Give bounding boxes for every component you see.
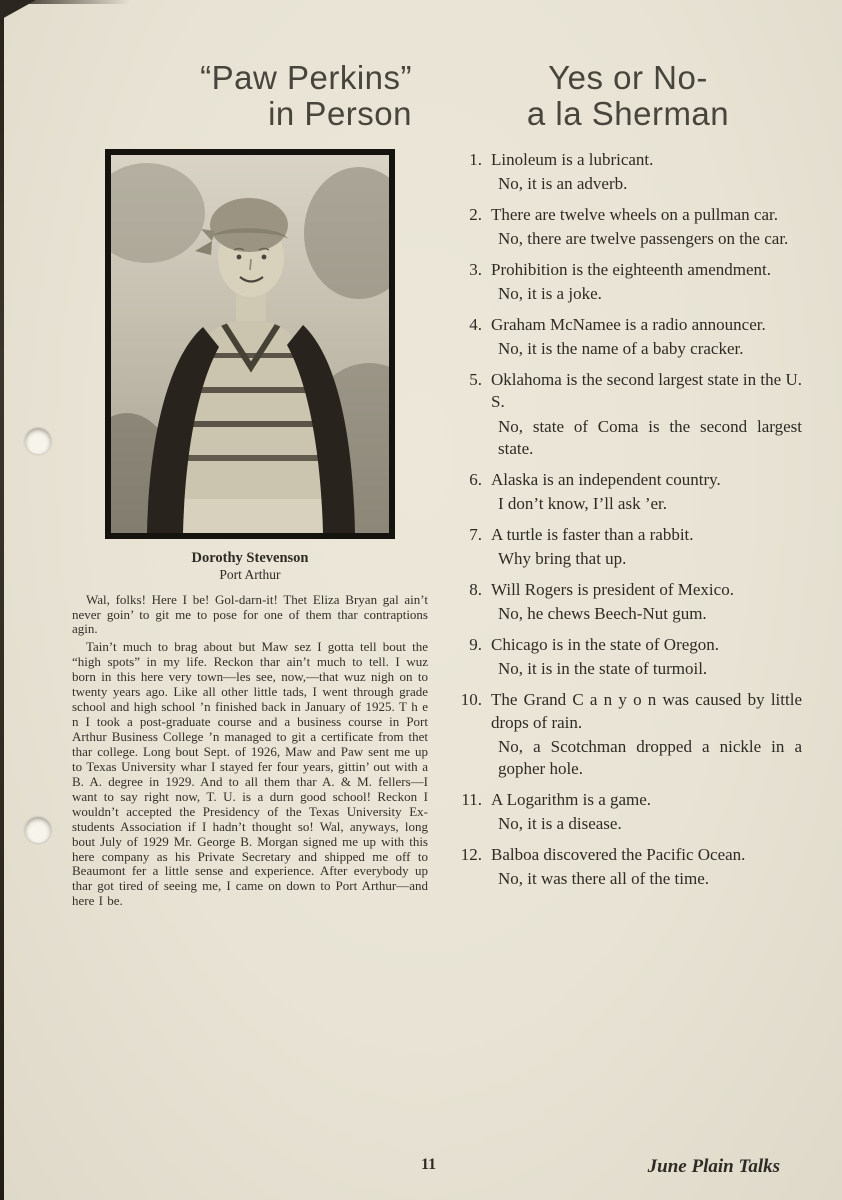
qa-item [452,634,802,680]
answer-text: No, it is a disease. [498,813,622,833]
statement-text: Chicago is in the state of Oregon. [491,635,720,655]
caption-city: Port Arthur [219,566,281,582]
qa-body [491,469,802,515]
qa-body [491,689,802,779]
journal-name: June Plain Talks [647,1156,780,1177]
statement-text: There are twelve wheels on a pullman car. [491,204,778,224]
answer-text: No, there are twelve passengers on the car. [498,228,789,248]
statement-text: Oklahoma is the second largest state in the U. S. [491,370,802,412]
item-number: 1. [469,149,482,169]
article-title-line1: “Paw Perkins” [200,59,412,96]
qa-item [452,844,802,890]
qa-body [491,149,802,195]
answer-text: No, it is an adverb. [498,173,628,193]
qa-body [491,259,802,305]
article-title-right [452,60,804,133]
left-column [72,56,428,912]
article-title-line1: Yes or No- [548,59,708,96]
statement-text: The Grand C a n y o n was caused by little drops of rain. [491,690,802,732]
statement-text: Linoleum is a lubricant. [491,149,654,169]
qa-body [491,579,802,625]
article-body [72,593,428,910]
portrait-photo [105,149,395,539]
statement-text: A turtle is faster than a rabbit. [491,524,694,544]
item-number: 3. [469,259,482,279]
item-number: 8. [469,580,482,600]
item-number: 11. [461,789,482,809]
answer-text: No, it is in the state of turmoil. [498,659,708,679]
qa-body [491,204,802,250]
qa-item [452,524,802,570]
qa-item [452,469,802,515]
qa-body [491,524,802,570]
answer-text: No, it is a joke. [498,284,602,304]
statement-text: Alaska is an independent country. [491,469,721,489]
qa-body [491,634,802,680]
item-number: 12. [460,845,482,865]
item-number: 7. [469,524,482,544]
caption-name: Dorothy Stevenson [191,549,309,566]
punch-hole-bottom [25,817,51,843]
answer-text: No, it is the name of a baby cracker. [498,339,744,359]
qa-body [491,369,802,459]
statement-text: Prohibition is the eighteenth amendment. [491,259,771,279]
item-number: 2. [469,204,482,224]
qa-body [491,314,802,360]
answer-text: I don’t know, I’ll ask ’er. [498,493,668,513]
answer-text: No, state of Coma is the second largest state. [498,416,802,458]
article-paragraph: Tain’t much to brag about but Maw sez I gotta tell bout the “high spots” in my life. Reckon thar ain’t much to tell. I wuz born in this here very town—les see, now,—that wuz nigh on to twenty years ago. Like all other little tads, I went through grade school and high school ’n finished back in January of 1925. T h e n I took a post-graduate course and a business course in Port Arthur Business College ’n managed to git a certificate from thet thar college. Long bout Sept. of 1926, Maw and Paw sent me up to Texas University whar I stayed fer four years, gittin’ out with a B. A. degree in 1929. And to all them thar A. & M. fellers—I want to say right now, T. U. is a durn good school! Reckon I wouldn’t accepted the Presidency of the Texas University Ex-students Association if I hadn’t thought so! Wal, anyways, long bout July of 1929 Mr. George B. Morgan signed me up with this here company as his Private Secretary and shipped me off to Beaumont fer a little sense and experience. After everybody up thar got tired of seeing me, I came on down to Port Arthur—and here I be. [72,639,428,909]
qa-item [452,259,802,305]
statement-text: Balboa discovered the Pacific Ocean. [491,845,746,865]
qa-item [452,149,802,195]
item-number: 5. [469,370,482,390]
answer-text: Why bring that up. [498,549,627,568]
item-number: 10. [460,690,482,710]
portrait-photo-illustration [111,155,389,533]
qa-item [452,314,802,360]
answer-text: No, it was there all of the time. [498,869,710,889]
qa-item [452,369,802,459]
qa-item [452,789,802,835]
item-number: 6. [469,469,482,489]
two-column-layout [72,56,804,912]
qa-list [452,149,804,891]
photo-caption [72,549,428,584]
article-title-left [72,60,428,133]
item-number: 9. [469,635,482,655]
statement-text: Graham McNamee is a radio announcer. [491,315,766,335]
qa-item [452,204,802,250]
item-number: 4. [469,315,482,335]
page-number: 11 [421,1156,437,1173]
punch-hole-top [25,428,51,454]
scan-edge-left [0,0,4,1200]
right-column [452,56,804,912]
statement-text: A Logarithm is a game. [491,789,652,809]
statement-text: Will Rogers is president of Mexico. [491,580,734,600]
qa-body [491,789,802,835]
answer-text: No, a Scotchman dropped a nickle in a gopher hole. [498,736,802,778]
article-title-line2: a la Sherman [526,95,730,133]
answer-text: No, he chews Beech-Nut gum. [498,604,707,624]
article-title-line2: in Person [268,95,412,133]
qa-item [452,579,802,625]
article-paragraph: Wal, folks! Here I be! Gol-darn-it! Thet Eliza Bryan gal ain’t never goin’ to git me to pose for one of them thar contraptions agin. [72,591,428,637]
qa-body [491,844,802,890]
qa-item [452,689,802,779]
